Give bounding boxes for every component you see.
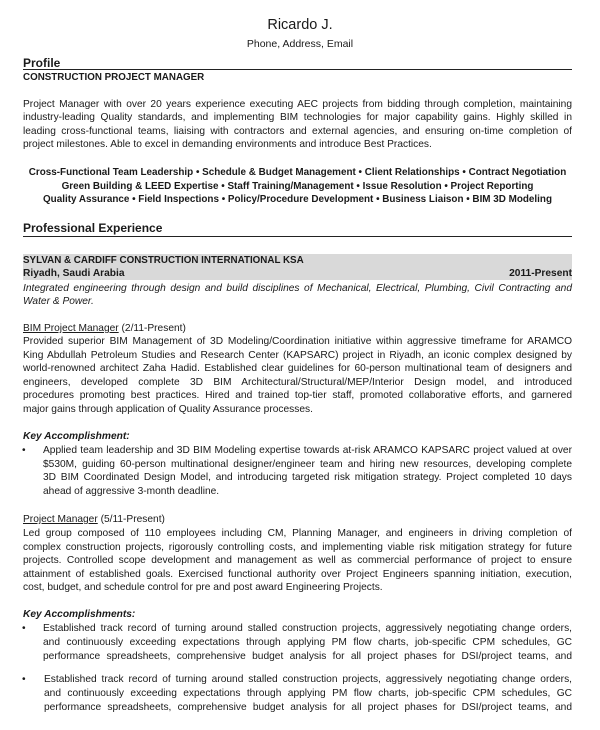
role-title: Project Manager [23, 514, 98, 525]
accomplishment-line: $530M, guiding 60-person multinational designer/engineer team and hiring new resources, developing complete [43, 459, 572, 470]
profile-summary-line: Project Manager with over 20 years experience executing AEC projects from bidding through completion, maintaining [23, 99, 572, 110]
role-description-line: King Abdullah Petroleum Studies and Research Center (KAPSARC) project in Riyadh, an iconic complex designed by [23, 350, 572, 361]
role-description-line: cost, budget, and schedule control for pre and post award Engineering Projects. [23, 582, 383, 593]
accomplishment-line: performance spreadsheets, comprehensive budget analysis for all project phases for DSI/project teams, and [44, 702, 572, 713]
role-description-line: attainment of established goals. Exercised functional authority over Project Engineers spanning initiation, execution, [23, 569, 572, 580]
role-description-line: major gains through application of Quality Assurance processes. [23, 404, 313, 415]
role-description-line: world-renowned architect Zaha Hadid. Established clear guidelines for 60-person multinational team of designers and [23, 363, 572, 374]
role-description-line: Provided superior BIM Management of 3D Modeling/Coordination initiative within aggressive timeframe for ARAMCO [23, 336, 572, 347]
company-description: Integrated engineering through design and build disciplines of Mechanical, Electrical, Plumbing, Civil Contracting and [23, 283, 572, 294]
accomplishment-line: and continuously exceeding expectations through applying PM flow charts, job-specific CPM schedules, GC [43, 637, 572, 648]
bullet-icon: • [22, 445, 26, 456]
role-description-line: engineers, developed complete 3D BIM Architectural/Structural/MEP/Interior Design model, and introduced [23, 377, 572, 388]
accomplishment-line: Established track record of turning around stalled construction projects, aggressively negotiating change orders, [43, 623, 572, 634]
bullet-icon: • [22, 674, 26, 685]
company-description: Water & Power. [23, 296, 94, 307]
accomplishment-line: Established track record of turning around stalled construction projects, aggressively negotiating change orders, [44, 674, 572, 685]
accomplishment-heading: Key Accomplishments: [23, 609, 136, 620]
experience-divider [23, 236, 572, 237]
accomplishment-heading: Key Accomplishment: [23, 431, 130, 442]
profile-summary-line: leading cross-functional teams, liaising with contractors and external agencies, and ensuring on-time completion of [23, 126, 572, 137]
accomplishment-line: Applied team leadership and 3D BIM Modeling expertise towards at-risk ARAMCO KAPSARC project valued at over [43, 445, 572, 456]
skills-line: Cross-Functional Team Leadership • Schedule & Budget Management • Client Relationships • Contract Negotiation [28, 167, 567, 178]
experience-heading: Professional Experience [23, 221, 163, 235]
role-description-line: Led group composed of 110 employees including CM, Planning Manager, and engineers in driving completion of [23, 528, 572, 539]
accomplishment-line: performance spreadsheets, comprehensive budget analysis for all project phases for DSI/project teams, and [43, 651, 572, 662]
profile-role: CONSTRUCTION PROJECT MANAGER [23, 72, 205, 83]
contact-info: Phone, Address, Email [246, 38, 354, 50]
company-location: Riyadh, Saudi Arabia [23, 268, 125, 279]
role-title: BIM Project Manager [23, 323, 119, 334]
profile-heading: Profile [23, 56, 61, 70]
role-title-row [23, 322, 572, 335]
skills-line: Quality Assurance • Field Inspections • Policy/Procedure Development • Business Liaison • BIM 3D Modeling [43, 194, 552, 205]
role-description-line: procedures promoting best practices. Hired and trained top-tier staff, promoted collaborative efforts, and garnered [23, 390, 572, 401]
role-description-line: projects. Controlled scope development and management as well as commercial performance of project to ensure [23, 555, 572, 566]
profile-summary-line: industry-leading Quality standards, and implementing BIM technologies for major capability gains. Highly skilled in [23, 112, 572, 123]
company-name: SYLVAN & CARDIFF CONSTRUCTION INTERNATIONAL KSA [23, 255, 304, 266]
accomplishment-line: and continuously exceeding expectations through applying PM flow charts, job-specific CPM schedules, GC [44, 688, 572, 699]
skills-line: Green Building & LEED Expertise • Staff Training/Management • Issue Resolution • Project Reporting [61, 181, 534, 192]
profile-divider [23, 69, 572, 70]
company-dates: 2011-Present [509, 268, 572, 279]
candidate-name: Ricardo J. [267, 17, 333, 33]
role-description-line: complex construction projects, rigorously controlling costs, and implementing viable risk mitigation strategy for future [23, 542, 572, 553]
role-period: (5/11-Present) [97, 514, 165, 525]
role-title-row [23, 513, 572, 526]
role-period: (2/11-Present) [118, 323, 186, 334]
bullet-icon: • [22, 623, 26, 634]
accomplishment-line: 3D BIM Coordinated Design Model, and introducing targeted risk mitigation strategy. Project completed 10 days [43, 472, 572, 483]
accomplishment-line: ahead of aggressive 3-month deadline. [43, 486, 220, 497]
profile-summary-line: project milestones. Able to excel in demanding environments and introduce Best Practices. [23, 139, 432, 150]
